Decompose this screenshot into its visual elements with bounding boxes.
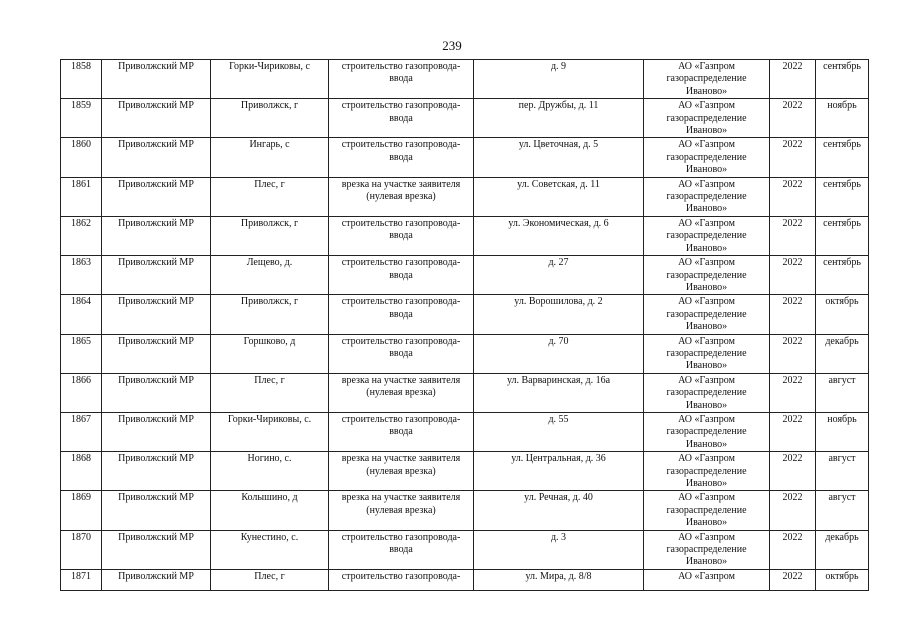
organization-cell [644,412,770,451]
row-number-cell: 1860 [61,138,102,177]
work-type-line: ввода [389,544,413,556]
district-cell: Приволжский МР [102,491,211,530]
table-row [61,177,869,216]
year-cell: 2022 [770,60,816,99]
month-cell: август [816,373,869,412]
work-type-cell [329,569,474,590]
district-cell: Приволжский МР [102,256,211,295]
work-type-line: врезка на участке заявителя [341,453,461,465]
organization-line: АО «Газпром [678,453,735,465]
year-cell: 2022 [770,530,816,569]
year-cell: 2022 [770,138,816,177]
work-type-line: строительство газопровода- [341,100,461,112]
locality-cell: Ногино, с. [211,452,329,491]
locality-cell: Плес, г [211,569,329,590]
table-row [61,452,869,491]
organization-line: газораспределение [666,269,747,281]
district-cell: Приволжский МР [102,177,211,216]
work-type-cell [329,216,474,255]
work-type-line: ввода [389,269,413,281]
row-number-cell: 1869 [61,491,102,530]
district-cell: Приволжский МР [102,295,211,334]
organization-cell [644,256,770,295]
work-type-line: строительство газопровода- [341,217,461,229]
row-number-cell: 1858 [61,60,102,99]
year-cell: 2022 [770,256,816,295]
organization-cell [644,373,770,412]
organization-cell [644,60,770,99]
address-cell: ул. Варваринская, д. 16а [474,373,644,412]
table-row [61,256,869,295]
organization-line: АО «Газпром [678,257,735,269]
organization-line: Иваново» [685,321,728,333]
organization-line: АО «Газпром [678,570,735,582]
organization-line: Иваново» [685,438,728,450]
month-cell: август [816,491,869,530]
district-cell: Приволжский МР [102,569,211,590]
address-cell: ул. Ворошилова, д. 2 [474,295,644,334]
organization-line: Иваново» [685,125,728,137]
organization-line: газораспределение [666,151,747,163]
organization-line: Иваново» [685,478,728,489]
organization-cell [644,138,770,177]
work-type-cell [329,177,474,216]
district-cell: Приволжский МР [102,99,211,138]
organization-cell [644,569,770,590]
district-cell: Приволжский МР [102,412,211,451]
work-type-line: ввода [389,151,413,163]
work-type-cell [329,60,474,99]
work-type-line: строительство газопровода- [341,257,461,269]
row-number-cell: 1868 [61,452,102,491]
locality-cell: Горки-Чириковы, с. [211,412,329,451]
row-number-cell: 1867 [61,412,102,451]
organization-line: АО «Газпром [678,296,735,308]
work-type-cell [329,138,474,177]
organization-line: газораспределение [666,73,747,85]
work-type-cell [329,452,474,491]
organization-line: газораспределение [666,347,747,359]
address-cell: д. 27 [474,256,644,295]
work-type-line: ввода [389,112,413,124]
page-number: 239 [442,38,462,53]
locality-cell: Приволжск, г [211,99,329,138]
locality-cell: Плес, г [211,177,329,216]
address-cell: ул. Центральная, д. 36 [474,452,644,491]
year-cell: 2022 [770,99,816,138]
organization-line: АО «Газпром [678,100,735,112]
year-cell: 2022 [770,452,816,491]
row-number-cell: 1865 [61,334,102,373]
month-cell: сентябрь [816,177,869,216]
locality-cell: Колышино, д [211,491,329,530]
work-type-line: строительство газопровода- [341,335,461,347]
organization-line: газораспределение [666,465,747,477]
organization-cell [644,452,770,491]
locality-cell: Кунестино, с. [211,530,329,569]
organization-line: Иваново» [685,360,728,372]
row-number-cell: 1861 [61,177,102,216]
table-row [61,373,869,412]
organization-line: Иваново» [685,399,728,411]
work-type-line: врезка на участке заявителя [341,374,461,386]
month-cell: сентябрь [816,138,869,177]
work-type-line: строительство газопровода- [341,296,461,308]
organization-line: Иваново» [685,203,728,215]
organization-line: Иваново» [685,517,728,529]
row-number-cell: 1866 [61,373,102,412]
work-type-line: ввода [389,308,413,320]
work-type-line: (нулевая врезка) [366,465,436,477]
work-type-cell [329,530,474,569]
table-row [61,569,869,590]
address-cell: ул. Цветочная, д. 5 [474,138,644,177]
address-cell: д. 55 [474,412,644,451]
address-cell: д. 70 [474,334,644,373]
work-type-cell [329,334,474,373]
organization-line: газораспределение [666,387,747,399]
organization-line: Иваново» [685,85,728,97]
month-cell: декабрь [816,530,869,569]
year-cell: 2022 [770,334,816,373]
table-body [61,60,869,591]
row-number-cell: 1870 [61,530,102,569]
month-cell: октябрь [816,569,869,590]
organization-cell [644,295,770,334]
organization-line: АО «Газпром [678,61,735,72]
work-type-line: строительство газопровода- [341,61,461,72]
organization-line: АО «Газпром [678,413,735,425]
work-type-cell [329,491,474,530]
month-cell: сентябрь [816,60,869,99]
year-cell: 2022 [770,295,816,334]
district-cell: Приволжский МР [102,530,211,569]
work-type-cell [329,373,474,412]
district-cell: Приволжский МР [102,60,211,99]
month-cell: сентябрь [816,216,869,255]
organization-line: Иваново» [685,281,728,293]
organization-line: АО «Газпром [678,139,735,151]
organization-cell [644,334,770,373]
district-cell: Приволжский МР [102,452,211,491]
organization-line: газораспределение [666,191,747,203]
row-number-cell: 1863 [61,256,102,295]
district-cell: Приволжский МР [102,216,211,255]
organization-line: АО «Газпром [678,178,735,190]
organization-line: АО «Газпром [678,531,735,543]
locality-cell: Плес, г [211,373,329,412]
address-cell: ул. Мира, д. 8/8 [474,569,644,590]
organization-cell [644,99,770,138]
locality-cell: Ингарь, с [211,138,329,177]
month-cell: август [816,452,869,491]
table-row [61,99,869,138]
locality-cell: Горшково, д [211,334,329,373]
organization-line: газораспределение [666,544,747,556]
district-cell: Приволжский МР [102,138,211,177]
work-type-line: ввода [389,426,413,438]
table-row [61,491,869,530]
row-number-cell: 1871 [61,569,102,590]
work-type-line: (нулевая врезка) [366,191,436,203]
locality-cell: Приволжск, г [211,216,329,255]
row-number-cell: 1859 [61,99,102,138]
work-type-cell [329,295,474,334]
table-row [61,138,869,177]
address-cell: пер. Дружбы, д. 11 [474,99,644,138]
address-cell: ул. Советская, д. 11 [474,177,644,216]
row-number-cell: 1864 [61,295,102,334]
month-cell: декабрь [816,334,869,373]
work-type-line: (нулевая врезка) [366,504,436,516]
work-type-line: строительство газопровода- [341,139,461,151]
address-cell: д. 9 [474,60,644,99]
work-type-line: ввода [389,73,413,85]
work-type-cell [329,256,474,295]
locality-cell: Лещево, д. [211,256,329,295]
table-row [61,216,869,255]
table-row [61,60,869,99]
organization-line: АО «Газпром [678,492,735,504]
table-row [61,530,869,569]
district-cell: Приволжский МР [102,334,211,373]
table-row [61,334,869,373]
gasification-table [60,59,869,591]
month-cell: сентябрь [816,256,869,295]
organization-cell [644,530,770,569]
month-cell: октябрь [816,295,869,334]
organization-line: газораспределение [666,426,747,438]
work-type-line: врезка на участке заявителя [341,492,461,504]
address-cell: д. 3 [474,530,644,569]
work-type-line: ввода [389,230,413,242]
work-type-line: строительство газопровода- [341,413,461,425]
organization-line: газораспределение [666,504,747,516]
month-cell: ноябрь [816,99,869,138]
organization-line: АО «Газпром [678,217,735,229]
locality-cell: Приволжск, г [211,295,329,334]
year-cell: 2022 [770,373,816,412]
work-type-line: врезка на участке заявителя [341,178,461,190]
year-cell: 2022 [770,569,816,590]
organization-cell [644,491,770,530]
year-cell: 2022 [770,491,816,530]
locality-cell: Горки-Чириковы, с [211,60,329,99]
organization-line: Иваново» [685,242,728,254]
organization-line: газораспределение [666,112,747,124]
table-row [61,412,869,451]
address-cell: ул. Речная, д. 40 [474,491,644,530]
work-type-cell [329,412,474,451]
address-cell: ул. Экономическая, д. 6 [474,216,644,255]
work-type-cell [329,99,474,138]
year-cell: 2022 [770,412,816,451]
organization-cell [644,177,770,216]
organization-cell [644,216,770,255]
row-number-cell: 1862 [61,216,102,255]
work-type-line: (нулевая врезка) [366,387,436,399]
organization-line: Иваново» [685,164,728,176]
work-type-line: ввода [389,347,413,359]
organization-line: газораспределение [666,308,747,320]
table-row [61,295,869,334]
organization-line: АО «Газпром [678,374,735,386]
work-type-line: строительство газопровода- [341,570,461,582]
district-cell: Приволжский МР [102,373,211,412]
work-type-line: строительство газопровода- [341,531,461,543]
month-cell: ноябрь [816,412,869,451]
year-cell: 2022 [770,177,816,216]
year-cell: 2022 [770,216,816,255]
organization-line: газораспределение [666,230,747,242]
organization-line: АО «Газпром [678,335,735,347]
organization-line: Иваново» [685,556,728,568]
